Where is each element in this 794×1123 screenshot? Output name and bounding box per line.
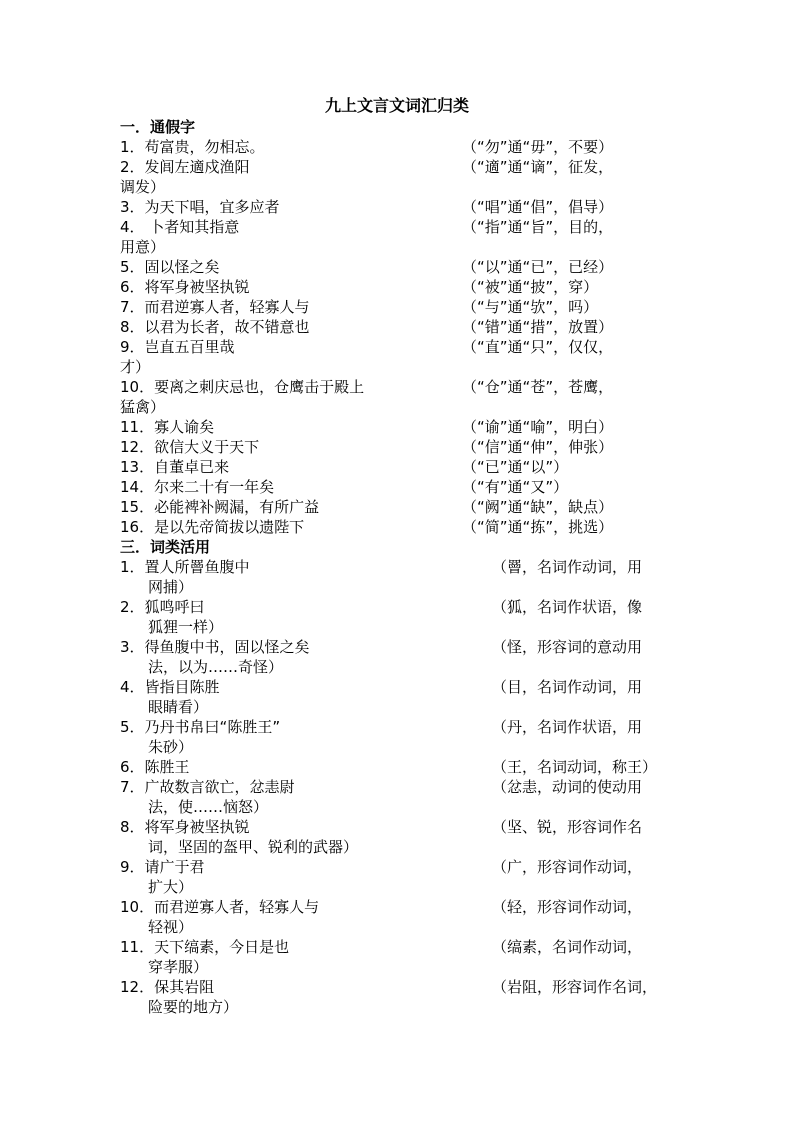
entry-explanation: （“直”通“只”，仅仅， xyxy=(462,338,614,356)
entry-explanation-continued: 朱砂） xyxy=(148,738,194,756)
entry-explanation: （“错”通“措”，放置） xyxy=(462,318,614,336)
entry-explanation-continued: 扩大） xyxy=(148,878,194,896)
entry-explanation: （“阙”通“缺”，缺点） xyxy=(462,498,614,516)
entry-sentence: 2．狐鸣呼曰 xyxy=(120,598,205,616)
entry-explanation: （轻，形容词作动词， xyxy=(492,898,643,916)
entry-sentence: 3．为天下唱，宜多应者 xyxy=(120,198,280,216)
entry-explanation-continued: 网捕） xyxy=(148,578,194,596)
entry-explanation-continued: 才） xyxy=(120,358,151,376)
entry-explanation: （狐，名词作状语，像 xyxy=(492,598,643,616)
entry-explanation: （“已”通“以”） xyxy=(462,458,569,476)
entry-sentence: 12．保其岩阻 xyxy=(120,978,215,996)
entry-explanation-continued: 眼睛看） xyxy=(148,698,209,716)
entry-sentence: 16．是以先帝简拔以遗陛下 xyxy=(120,518,305,536)
entry-sentence: 1．苟富贵，勿相忘。 xyxy=(120,138,265,156)
entry-explanation: （“勿”通“毋”，不要） xyxy=(462,138,614,156)
entry-explanation-continued: 词，坚固的盔甲、锐利的武器） xyxy=(148,838,359,856)
entry-explanation: （罾，名词作动词，用 xyxy=(492,558,643,576)
entry-sentence: 11．天下缟素，今日是也 xyxy=(120,938,290,956)
entry-explanation: （怪，形容词的意动用 xyxy=(492,638,643,656)
entry-sentence: 9．请广于君 xyxy=(120,858,205,876)
entry-explanation: （“谕”通“喻”，明白） xyxy=(462,418,614,436)
entry-explanation: （广，形容词作动词， xyxy=(492,858,643,876)
entry-explanation-continued: 用意） xyxy=(120,238,166,256)
section-heading: 一．通假字 xyxy=(120,118,196,136)
entry-explanation-continued: 穿孝服） xyxy=(148,958,209,976)
entry-sentence: 12．欲信大义于天下 xyxy=(120,438,260,456)
entry-sentence: 6．将军身被坚执锐 xyxy=(120,278,250,296)
entry-explanation: （“唱”通“倡”，倡导） xyxy=(462,198,614,216)
entry-sentence: 4． 卜者知其指意 xyxy=(120,218,240,236)
entry-sentence: 4．皆指目陈胜 xyxy=(120,678,220,696)
entry-explanation: （“简”通“拣”，挑选） xyxy=(462,518,614,536)
entry-explanation-continued: 法，使……恼怒） xyxy=(148,798,269,816)
entry-sentence: 11．寡人谕矣 xyxy=(120,418,215,436)
entry-sentence: 1．置人所罾鱼腹中 xyxy=(120,558,250,576)
entry-sentence: 3．得鱼腹中书，固以怪之矣 xyxy=(120,638,310,656)
entry-explanation: （岩阻，形容词作名词， xyxy=(492,978,658,996)
entry-sentence: 15．必能裨补阙漏，有所广益 xyxy=(120,498,320,516)
entry-explanation: （坚、锐，形容词作名 xyxy=(492,818,643,836)
entry-explanation: （“以”通“已”，已经） xyxy=(462,258,614,276)
entry-explanation: （“与”通“欤”，吗） xyxy=(462,298,599,316)
entry-explanation-continued: 猛禽） xyxy=(120,398,166,416)
entry-explanation-continued: 轻视） xyxy=(148,918,194,936)
entry-sentence: 5．固以怪之矣 xyxy=(120,258,220,276)
entry-sentence: 7．广故数言欲亡，忿恚尉 xyxy=(120,778,295,796)
page-title: 九上文言文词汇归类 xyxy=(324,96,469,115)
section-heading: 三．词类活用 xyxy=(120,538,211,556)
entry-explanation-continued: 调发） xyxy=(120,178,166,196)
entry-sentence: 6．陈胜王 xyxy=(120,758,190,776)
entry-sentence: 9．岂直五百里哉 xyxy=(120,338,235,356)
entry-explanation: （“適”通“谪”，征发， xyxy=(462,158,614,176)
entry-sentence: 8．以君为长者，故不错意也 xyxy=(120,318,310,336)
entry-explanation: （“仓”通“苍”，苍鹰， xyxy=(462,378,614,396)
entry-explanation: （缟素，名词作动词， xyxy=(492,938,643,956)
entry-sentence: 5．乃丹书帛曰“陈胜王” xyxy=(120,718,281,736)
entry-sentence: 10．要离之刺庆忌也，仓鹰击于殿上 xyxy=(120,378,365,396)
entry-explanation-continued: 法，以为……奇怪） xyxy=(148,658,284,676)
entry-explanation-continued: 险要的地方） xyxy=(148,998,239,1016)
entry-explanation: （丹，名词作状语，用 xyxy=(492,718,643,736)
entry-explanation: （“指”通“旨”，目的， xyxy=(462,218,614,236)
entry-sentence: 13．自董卓已来 xyxy=(120,458,230,476)
entry-sentence: 14．尔来二十有一年矣 xyxy=(120,478,275,496)
entry-explanation: （“被”通“披”，穿） xyxy=(462,278,599,296)
entry-sentence: 2．发闾左適戍渔阳 xyxy=(120,158,250,176)
entry-explanation-continued: 狐狸一样） xyxy=(148,618,224,636)
entry-sentence: 8．将军身被坚执锐 xyxy=(120,818,250,836)
entry-explanation: （“信”通“伸”，伸张） xyxy=(462,438,614,456)
entry-sentence: 10．而君逆寡人者，轻寡人与 xyxy=(120,898,320,916)
entry-explanation: （王，名词动词，称王） xyxy=(492,758,658,776)
entry-explanation: （忿恚，动词的使动用 xyxy=(492,778,643,796)
entry-explanation: （“有”通“又”） xyxy=(462,478,569,496)
entry-explanation: （目，名词作动词，用 xyxy=(492,678,643,696)
entry-sentence: 7．而君逆寡人者，轻寡人与 xyxy=(120,298,310,316)
